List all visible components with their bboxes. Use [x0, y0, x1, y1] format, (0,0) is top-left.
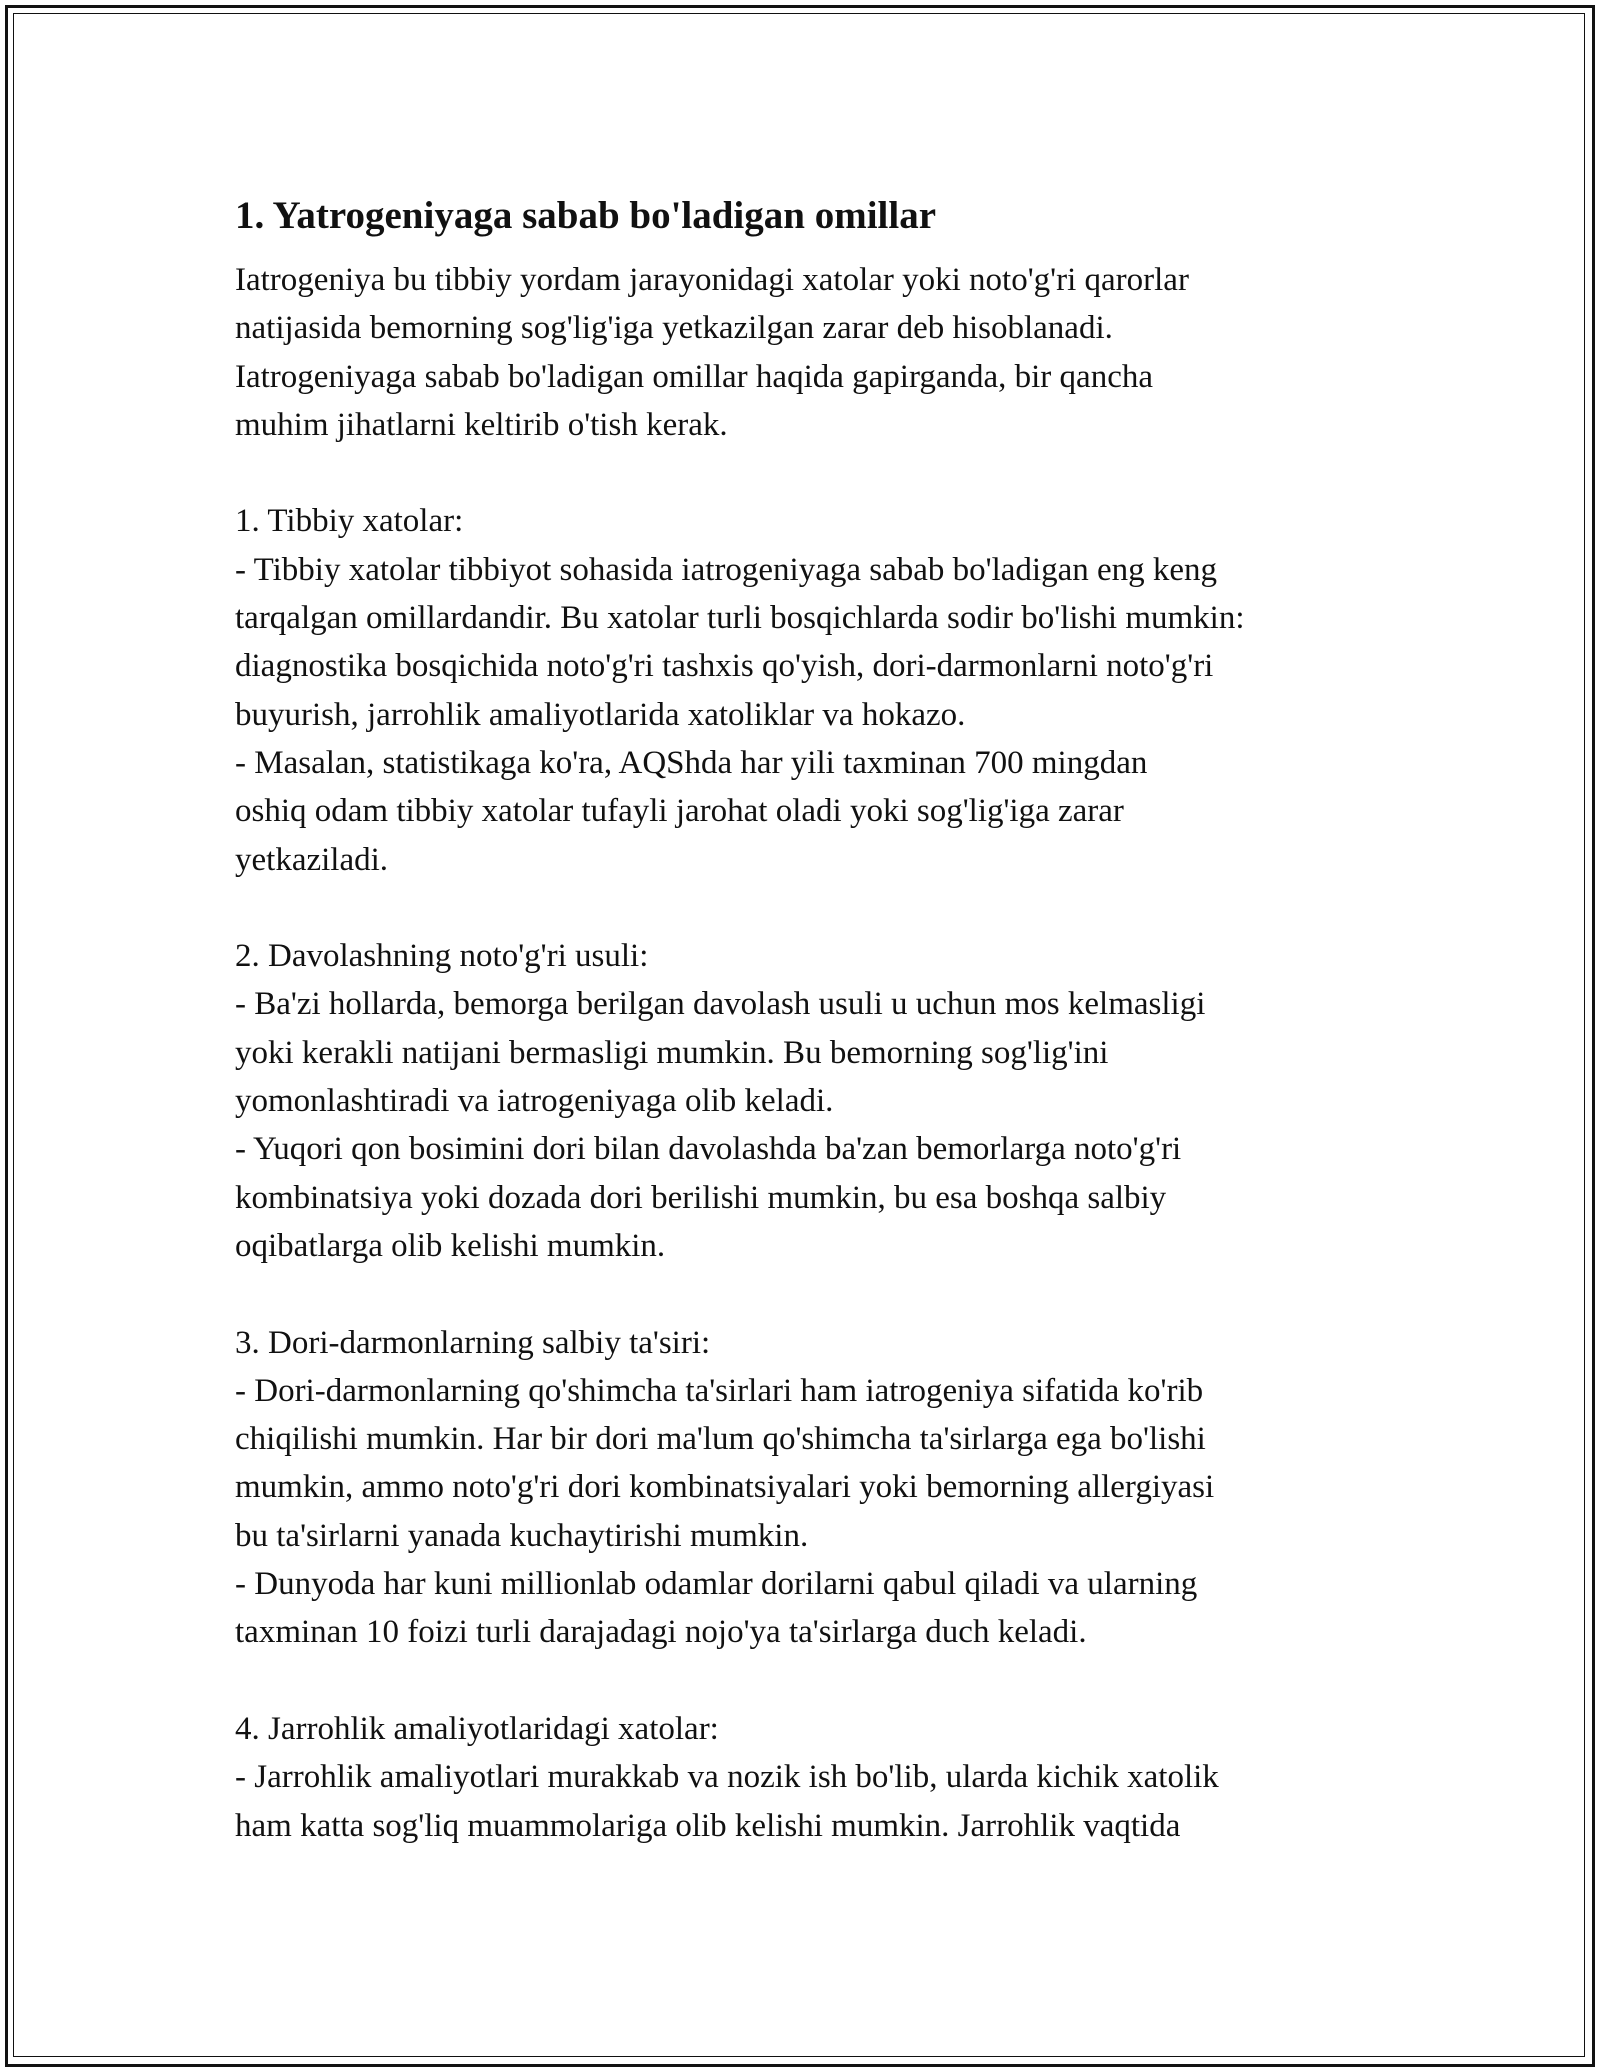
section-heading: 1. Tibbiy xatolar: — [235, 503, 464, 540]
section-heading: 4. Jarrohlik amaliyotlaridagi xatolar: — [235, 1710, 719, 1747]
section-1 — [235, 497, 1415, 883]
section-3 — [235, 1319, 1415, 1657]
section-heading: 3. Dori-darmonlarning salbiy ta'siri: — [235, 1324, 711, 1361]
document-page — [235, 188, 1415, 1850]
blank-line — [235, 1270, 1415, 1318]
section-text: - Ba'zi hollarda, bemorga berilgan davolash usuli u uchun mos kelmasligi yoki kerakli natijani bermasligi mumkin. Bu bemorning sog'lig'ini yomonlashtiradi va iatrogeniyaga olib keladi. - Yuqori qon bosimini dori bilan davolashda ba'zan bemorlarga noto'g'ri kombinatsiya yoki dozada dori berilishi mumkin, bu esa boshqa salbiy oqibatlarga olib kelishi mumkin. — [235, 986, 1206, 1264]
blank-line — [235, 1657, 1415, 1705]
section-4 — [235, 1705, 1415, 1850]
section-text: - Dori-darmonlarning qo'shimcha ta'sirlari ham iatrogeniya sifatida ko'rib chiqilishi mumkin. Har bir dori ma'lum qo'shimcha ta'sirlarga ega bo'lishi mumkin, ammo noto'g'ri dori kombinatsiyalari yoki bemorning allergiyasi bu ta'sirlarni yanada kuchaytirishi mumkin. - Dunyoda har kuni millionlab odamlar dorilarni qabul qiladi va ularning taxminan 10 foizi turli darajadagi nojo'ya ta'sirlarga duch keladi. — [235, 1372, 1215, 1651]
section-text: - Tibbiy xatolar tibbiyot sohasida iatrogeniyaga sabab bo'ladigan eng keng tarqalgan omillardandir. Bu xatolar turli bosqichlarda sodir bo'lishi mumkin: diagnostika bosqichida noto'g'ri tashxis qo'yish, dori-darmonlarni noto'g'ri buyurish, jarrohlik amaliyotlarida xatoliklar va hokazo. - Masalan, statistikaga ko'ra, AQShda har yili taxminan 700 mingdan oshiq odam tibbiy xatolar tufayli jarohat oladi yoki sog'lig'iga zarar yetkaziladi. — [235, 551, 1245, 878]
section-2 — [235, 932, 1415, 1270]
blank-line — [235, 884, 1415, 932]
blank-line — [235, 449, 1415, 497]
section-heading: 2. Davolashning noto'g'ri usuli: — [235, 938, 649, 975]
document-title: 1. Yatrogeniyaga sabab bo'ladigan omillar — [235, 194, 937, 237]
section-text: - Jarrohlik amaliyotlari murakkab va nozik ish bo'lib, ularda kichik xatolik ham katta sog'liq muammolariga olib kelishi mumkin. Jarrohlik vaqtida — [235, 1759, 1219, 1844]
intro-paragraph: Iatrogeniya bu tibbiy yordam jarayonidagi xatolar yoki noto'g'ri qarorlar natijasida bemorning sog'lig'iga yetkazilgan zarar deb hisoblanadi. Iatrogeniyaga sabab bo'ladigan omillar haqida gapirganda, bir qancha muhim jihatlarni keltirib o'tish kerak. — [235, 262, 1189, 443]
